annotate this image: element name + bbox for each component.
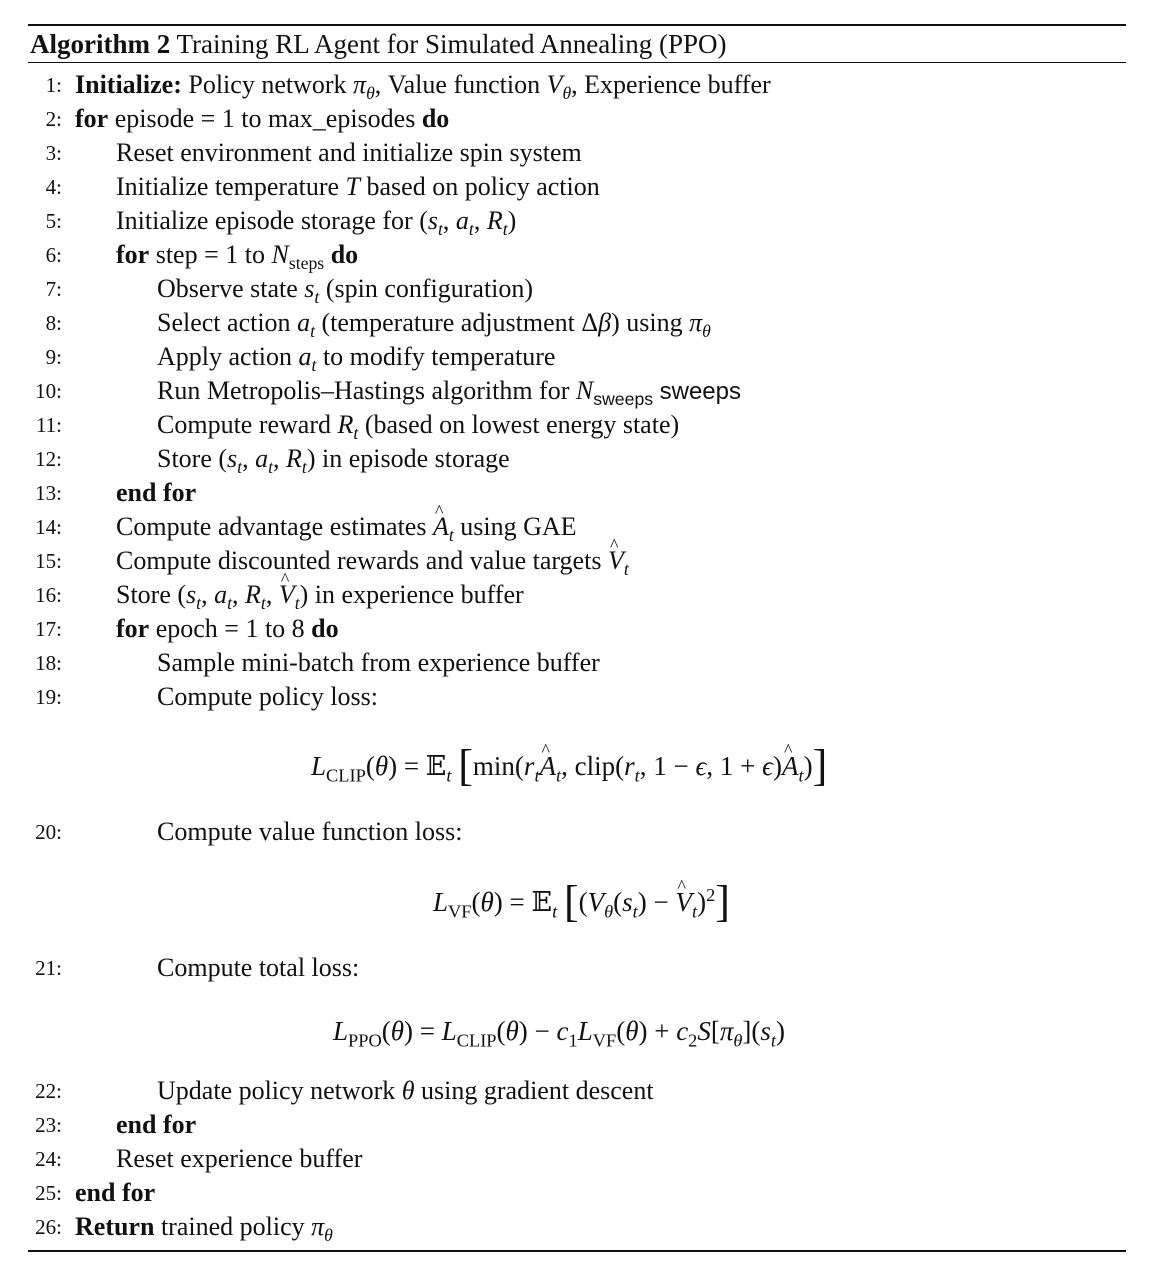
algorithm-line: 3: Reset environment and initialize spin system: [45, 138, 582, 167]
algorithm-line: 9: Apply action $a_t$ to modify temperature: [45, 342, 556, 376]
algorithm-line: 5: Initialize episode storage for ($s_t$, $a_t$, $R_t$): [45, 206, 517, 240]
algorithm-caption: Algorithm 2 Training RL Agent for Simulated Annealing (PPO): [30, 29, 727, 59]
algorithm-line: 21: Compute total loss:: [35, 953, 360, 982]
equation-total-loss: $L_{PPO}(\theta) = L_{CLIP}(\theta) - c_1L_{VF}(\theta) + c_2S[\pi_\theta](s_t)$: [333, 1016, 786, 1051]
algorithm-line: 17: for epoch = 1 to 8 do: [35, 614, 339, 643]
algorithm-line: 7: Observe state $s_t$ (spin configuration): [45, 274, 534, 308]
algorithm-line: 26: Return trained policy $\pi_\theta$: [35, 1212, 333, 1246]
algorithm-line: 16: Store ($s_t$, $a_t$, $R_t$, ^ $V_t$) in experience buffer: [0, 578, 1174, 612]
algorithm-line: 6: for step = 1 to $N_{steps}$ do: [45, 240, 359, 274]
top-rule: [28, 24, 1126, 26]
algorithm-line: 13: end for: [35, 478, 197, 507]
algorithm-line: 24: Reset experience buffer: [35, 1144, 363, 1173]
equation-value-loss: $L_{VF}(\theta)$ = 𝔼$_t$ [($V_\theta(s_t)$ − ^ $V_t)^2$]: [0, 872, 1174, 932]
algorithm-line: 14: Compute advantage estimates ^ $A_t$ using GAE: [0, 510, 1174, 544]
algorithm-line: 25: end for: [35, 1178, 156, 1207]
caption-rule: [28, 62, 1126, 63]
algorithm-line: 23: end for: [35, 1110, 197, 1139]
algorithm-line: 1: Initialize: Policy network $\pi_\theta$, Value function $V_\theta$, Experience buffer: [45, 70, 771, 104]
algorithm-line: 11: Compute reward $R_t$ (based on lowest energy state): [35, 410, 680, 444]
algorithm-line: 20: Compute value function loss:: [35, 817, 463, 846]
algorithm-line: 19: Compute policy loss:: [35, 682, 378, 711]
algorithm-line: 12: Store ($s_t$, $a_t$, $R_t$) in episode storage: [35, 444, 510, 478]
algorithm-line: 4: Initialize temperature T based on policy action: [45, 172, 600, 201]
algorithm-line: 8: Select action $a_t$ (temperature adjustment Δβ) using $\pi_\theta$: [45, 308, 711, 342]
algorithm-line: 10: Run Metropolis–Hastings algorithm for $N_{sweeps}$ sweeps: [35, 376, 741, 410]
algorithm-line: 2: for episode = 1 to max_episodes do: [45, 104, 450, 133]
algorithm-line: 15: Compute discounted rewards and value targets ^ $V_t$: [0, 544, 1174, 578]
bottom-rule: [28, 1250, 1126, 1252]
algorithm-line: 18: Sample mini-batch from experience buffer: [35, 648, 600, 677]
algorithm-line: 22: Update policy network θ using gradient descent: [35, 1076, 654, 1105]
equation-clip-loss: $L_{CLIP}(\theta)$ = 𝔼$_t$ [$\min(r_t\^{}$ $A_t$, $clip(r_t$, 1 − ϵ, 1 + ϵ)^ $A_t$)]: [0, 736, 1174, 796]
